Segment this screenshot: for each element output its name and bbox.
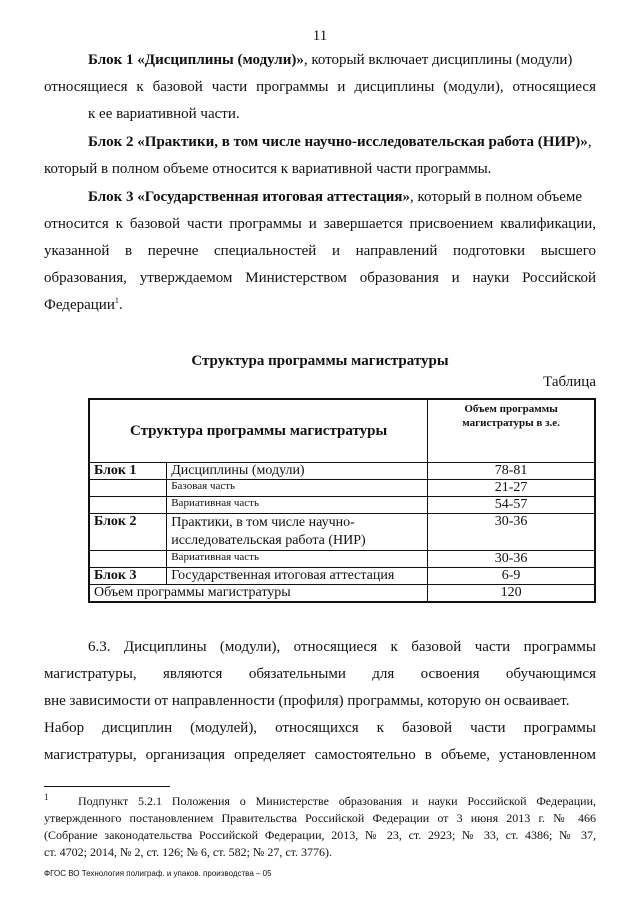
table-total-row xyxy=(89,585,595,603)
table-cell-name: Вариативная часть xyxy=(167,551,428,568)
block3-line4: образования, утверждаемом Министерством образования и науки Российской xyxy=(44,270,596,286)
table-header-structure: Структура программы магистратуры xyxy=(89,399,428,463)
block3-line5 xyxy=(44,292,596,319)
table-cell-block: Блок 3 xyxy=(89,568,167,585)
program-structure-table xyxy=(88,398,596,603)
table-cell-value: 6-9 xyxy=(428,568,595,585)
table-cell-name: Практики, в том числе научно-исследовательская работа (НИР) xyxy=(167,514,428,551)
block1-title: Блок 1 «Дисциплины (модули)» xyxy=(88,52,304,68)
footnote-mark: 1 xyxy=(44,792,49,802)
table-cell-value: 21-27 xyxy=(428,480,595,497)
table-cell-value: 30-36 xyxy=(428,551,595,568)
table-cell-block xyxy=(89,497,167,514)
section-6-3-line3: вне зависимости от направленности (профиля) программы, которую он осваивает. xyxy=(44,693,570,709)
table-total-value: 120 xyxy=(428,585,595,603)
section-6-3-line4: Набор дисциплин (модулей), относящихся к базовой части программы xyxy=(44,720,596,736)
table-row xyxy=(89,497,595,514)
footnote-line1-text: Подпункт 5.2.1 Положения о Министерстве образования и науки Российской Федерации, xyxy=(78,794,597,808)
table-cell-value: 54-57 xyxy=(428,497,595,514)
block2-title: Блок 2 «Практики, в том числе научно-исследовательская работа (НИР)» xyxy=(88,134,588,150)
table-cell-name: Государственная итоговая аттестация xyxy=(167,568,428,585)
table-header-row xyxy=(89,399,595,463)
table-row xyxy=(89,463,595,480)
block3-line2: относится к базовой части программы и завершается присвоением квалификации, xyxy=(44,216,596,232)
footnote-line1 xyxy=(44,793,596,810)
section-6-3-line2: магистратуры, являются обязательными для освоения обучающимся xyxy=(44,666,596,682)
block1-text: , который включает дисциплины (модули) xyxy=(303,52,573,68)
block2-line1 xyxy=(88,129,596,156)
footnote-divider xyxy=(44,786,170,787)
table-caption: Структура программы магистратуры xyxy=(191,353,449,369)
table-cell-value: 78-81 xyxy=(428,463,595,480)
table-cell-block xyxy=(89,551,167,568)
block1-line2: относящиеся к базовой части программы и дисциплины (модули), относящиеся xyxy=(44,79,596,95)
block3-line3: указанной в перечне специальностей и направлений подготовки высшего xyxy=(44,243,596,259)
block3-line1 xyxy=(88,184,596,211)
table-cell-name: Дисциплины (модули) xyxy=(167,463,428,480)
block2-text: , xyxy=(587,134,592,150)
block3-line5-end: . xyxy=(118,297,123,313)
table-row xyxy=(89,514,595,551)
footnote-reference: 1 xyxy=(114,296,119,305)
block1-line3: к ее вариативной части. xyxy=(88,106,240,122)
block1-paragraph xyxy=(44,47,596,128)
table-cell-block xyxy=(89,480,167,497)
section-6-3-paragraph xyxy=(44,634,596,769)
table-row xyxy=(89,551,595,568)
block3-text: , который в полном объеме xyxy=(410,189,583,205)
footnote-line2: утвержденного постановлением Правительства Российской Федерации от 3 июня 2013 г. № 466 xyxy=(44,811,596,825)
table-cell-block: Блок 1 xyxy=(89,463,167,480)
block3-paragraph xyxy=(44,184,596,319)
block3-line5-text: Федерации xyxy=(44,297,115,313)
table-row xyxy=(89,568,595,585)
table-cell-block: Блок 2 xyxy=(89,514,167,551)
footnote-line3: (Собрание законодательства Российской Федерации, 2013, № 23, ст. 2923; № 33, ст. 4386; № 37, xyxy=(44,828,596,842)
block3-title: Блок 3 «Государственная итоговая аттестация» xyxy=(88,189,411,205)
table-header-volume: Объем программы магистратуры в з.е. xyxy=(428,399,595,463)
table-cell-name: Вариативная часть xyxy=(167,497,428,514)
table-cell-value: 30-36 xyxy=(428,514,595,551)
block2-line2: который в полном объеме относится к вариативной части программы. xyxy=(44,161,492,177)
table-row xyxy=(89,480,595,497)
block2-paragraph xyxy=(44,129,596,183)
footnote xyxy=(44,793,596,861)
table-total-label: Объем программы магистратуры xyxy=(89,585,428,603)
page-number: 11 xyxy=(312,28,328,44)
section-6-3-line5: магистратуры, организация определяет самостоятельно в объеме, установленном xyxy=(44,747,596,763)
footnote-line4: ст. 4702; 2014, № 2, ст. 126; № 6, ст. 582; № 27, ст. 3776). xyxy=(44,845,333,859)
section-6-3-line1: 6.3. Дисциплины (модули), относящиеся к базовой части программы xyxy=(88,639,596,655)
table-label: Таблица xyxy=(543,374,596,390)
block1-line1 xyxy=(88,47,596,74)
page-footer: ФГОС ВО Технология полиграф. и упаков. производства – 05 xyxy=(44,869,272,878)
table-cell-name: Базовая часть xyxy=(167,480,428,497)
